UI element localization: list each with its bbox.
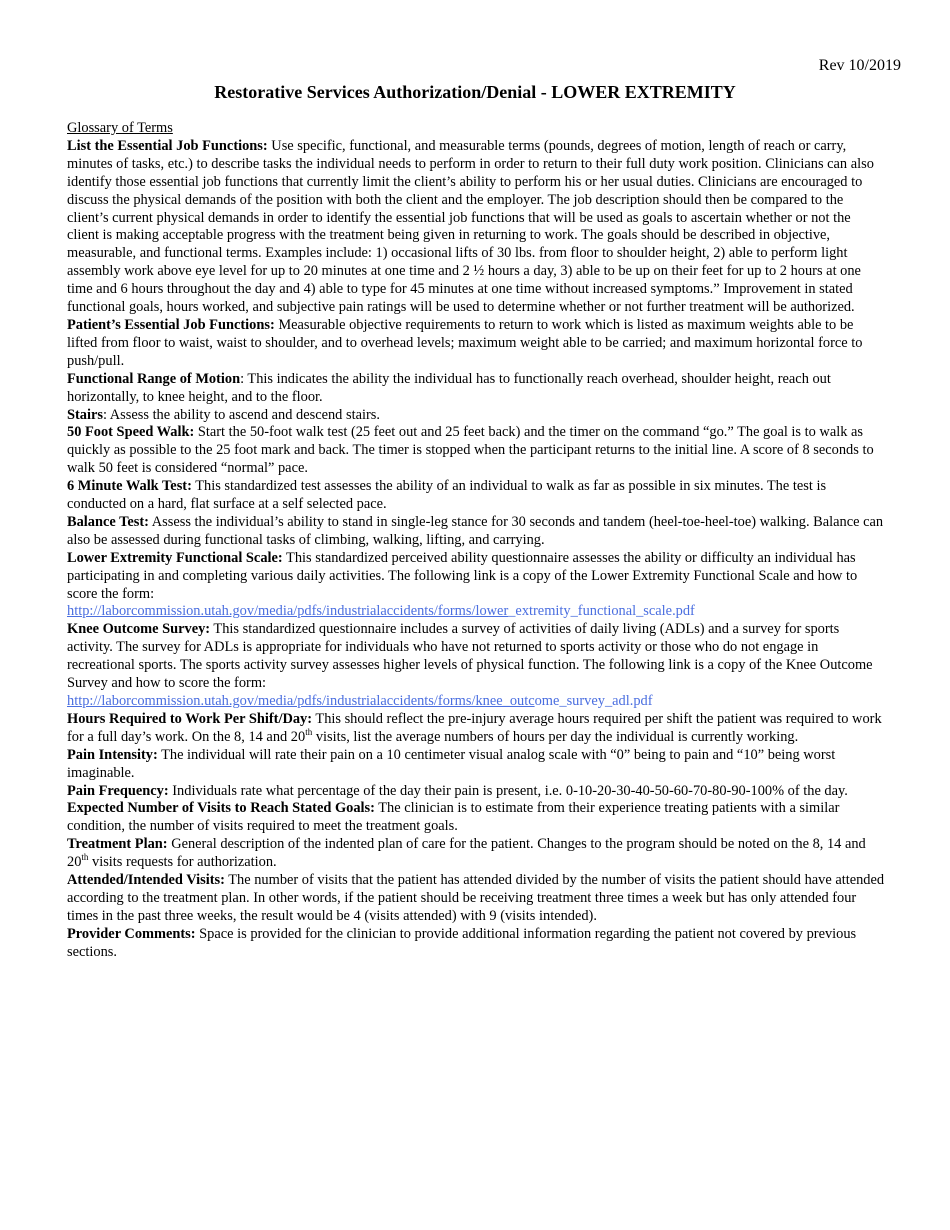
link-text-underlined: http://laborcommission.utah.gov/media/pdfs/industrialaccidents/forms/lower xyxy=(67,603,509,620)
term-label: List the Essential Job Functions: xyxy=(67,137,268,154)
term-label: Knee Outcome Survey: xyxy=(67,621,211,638)
term-definition-cont: visits, list the average numbers of hours per day the individual is currently working. xyxy=(312,728,799,745)
term-label: Provider Comments: xyxy=(67,925,196,942)
lefs-form-link[interactable] xyxy=(67,603,695,619)
term-label: Pain Intensity: xyxy=(67,746,158,763)
term-definition: Start the 50-foot walk test (25 feet out and 25 feet back) and the timer on the command “go.” The goal is to walk as quickly as possible to the 25 foot mark and back. The timer is stopped when the participant returns to the initial line. A score of 8 seconds to walk 50 feet is considered “normal” pace. xyxy=(67,424,874,477)
link-text-rest: _extremity_functional_scale.pdf xyxy=(508,603,695,620)
glossary-heading: Glossary of Terms xyxy=(67,120,173,136)
term-definition: : This indicates the ability the individual has to functionally reach overhead, shoulder height, reach out horizontally, to knee height, and to the floor. xyxy=(67,370,831,405)
term-label: Patient’s Essential Job Functions: xyxy=(67,316,275,333)
entry-attended-intended-visits xyxy=(67,872,885,926)
entry-6-minute-walk-test xyxy=(67,478,885,514)
term-label: Functional Range of Motion xyxy=(67,370,241,387)
entry-pain-intensity xyxy=(67,747,885,783)
term-label: 6 Minute Walk Test: xyxy=(67,478,192,495)
kos-link-line xyxy=(67,693,885,711)
term-definition-cont: visits requests for authorization. xyxy=(88,854,277,871)
glossary-section xyxy=(67,120,885,962)
term-definition: : Assess the ability to ascend and descend stairs. xyxy=(102,406,380,423)
entry-lower-extremity-functional-scale xyxy=(67,550,885,604)
term-definition: This standardized test assesses the ability of an individual to walk as far as possible in six minutes. The test is conducted on a hard, flat surface at a self selected pace. xyxy=(67,478,827,513)
entry-functional-range-of-motion xyxy=(67,371,885,407)
term-label: Pain Frequency: xyxy=(67,782,169,799)
document-title: Restorative Services Authorization/Denial - LOWER EXTREMITY xyxy=(214,82,736,102)
entry-patient-essential-job-functions xyxy=(67,317,885,371)
term-definition: This should reflect the pre-injury average hours required per shift the patient was required to work for a full day’s work. On the 8, 14 and 20 xyxy=(67,710,882,745)
ordinal-suffix: th xyxy=(305,727,313,738)
entry-essential-job-functions xyxy=(67,138,885,317)
ordinal-suffix: th xyxy=(81,852,89,863)
term-definition: Assess the individual’s ability to stand in single-leg stance for 30 seconds and tandem (heel-toe-heel-toe) walking. Balance can also be assessed during functional tasks of climbing, walking, lifting, and carrying. xyxy=(67,513,884,548)
link-text-underlined: http://laborcommission.utah.gov/media/pdfs/industrialaccidents/forms/knee_outc xyxy=(67,693,535,709)
entry-hours-required xyxy=(67,711,885,747)
entry-provider-comments xyxy=(67,926,885,962)
term-label: Attended/Intended Visits: xyxy=(67,872,225,889)
term-definition: Measurable objective requirements to return to work which is listed as maximum weights able to be lifted from floor to waist, waist to shoulder, and to overhead levels; maximum weight able to be carried; and maximum horizontal force to push/pull. xyxy=(67,316,863,369)
entry-expected-visits xyxy=(67,800,885,836)
entry-treatment-plan xyxy=(67,836,885,872)
term-label: Treatment Plan: xyxy=(67,836,168,853)
revision-label: Rev 10/2019 xyxy=(818,57,901,74)
entry-stairs xyxy=(67,407,885,425)
entry-50-foot-speed-walk xyxy=(67,424,885,478)
term-label: Stairs xyxy=(67,406,103,423)
term-label: Hours Required to Work Per Shift/Day: xyxy=(67,710,313,727)
term-definition: General description of the indented plan of care for the patient. Changes to the program should be noted on the 8, 14 and 20 xyxy=(67,836,866,871)
kos-form-link[interactable] xyxy=(67,693,653,709)
entry-balance-test xyxy=(67,514,885,550)
term-label: Balance Test: xyxy=(67,513,149,530)
term-label: Expected Number of Visits to Reach Stated Goals: xyxy=(67,800,375,817)
term-label: 50 Foot Speed Walk: xyxy=(67,424,195,441)
entry-pain-frequency xyxy=(67,783,885,801)
term-definition: This standardized perceived ability questionnaire assesses the ability or difficulty an individual has participating in and completing various daily activities. The following link is a copy of the Lower Extremity Functional Scale and how to score the form: xyxy=(67,549,858,602)
term-definition: This standardized questionnaire includes a survey of activities of daily living (ADLs) and a survey for sports activity. The survey for ADLs is appropriate for individuals who have not returned to sports activity or those who do not engage in recreational sports. The sports activity survey assesses higher levels of physical function. The following link is a copy of the Knee Outcome Survey and how to score the form: xyxy=(67,621,873,692)
entry-knee-outcome-survey xyxy=(67,621,885,693)
term-definition: The individual will rate their pain on a 10 centimeter visual analog scale with “0” being to pain and “10” being worst imaginable. xyxy=(67,746,836,781)
term-definition: Individuals rate what percentage of the day their pain is present, i.e. 0-10-20-30-40-50-60-70-80-90-100% of the day. xyxy=(168,782,848,799)
link-text-rest: ome_survey_adl.pdf xyxy=(534,693,653,709)
term-definition: The number of visits that the patient has attended divided by the number of visits the patient should have attended according to the treatment plan. In other words, if the patient should be receiving treatment three times a week but has only attended four times in the past three weeks, the result would be 4 (visits attended) with 9 (visits intended). xyxy=(67,872,885,924)
term-definition: The clinician is to estimate from their experience treating patients with a similar condition, the number of visits required to meet the treatment goals. xyxy=(67,800,840,835)
lefs-link-line xyxy=(67,603,885,621)
term-definition: Space is provided for the clinician to provide additional information regarding the patient not covered by previous sections. xyxy=(67,925,857,960)
term-label: Lower Extremity Functional Scale: xyxy=(67,549,283,566)
term-definition: Use specific, functional, and measurable terms (pounds, degrees of motion, length of reach or carry, minutes of tasks, etc.) to describe tasks the individual needs to perform in order to return to their full duty work position. Clinicians can also identify those essential job functions that currently limit the client’s ability to perform his or her usual duties. Clinicians are encouraged to discuss the physical demands of the position with both the client and the employer. The job description should then be compared to the client’s current physical demands in order to identify the essential job functions that will be used as goals to ascertain whether or not the client is making acceptable progress with the treatment being given in returning to work. The goals should be described in objective, measurable, and functional terms. Examples include: 1) occasional lifts of 30 lbs. from floor to shoulder height, 2) able to perform light assembly work above eye level for up to 20 minutes at one time and 2 ½ hours a day, 3) able to be up on their feet for up to 2 hours at one time and 6 hours throughout the day and 4) able to type for 45 minutes at one time without increased symptoms.” Improvement in stated functional goals, hours worked, and subjective pain ratings will be used to determine whether or not further treatment will be authorized. xyxy=(67,137,874,316)
